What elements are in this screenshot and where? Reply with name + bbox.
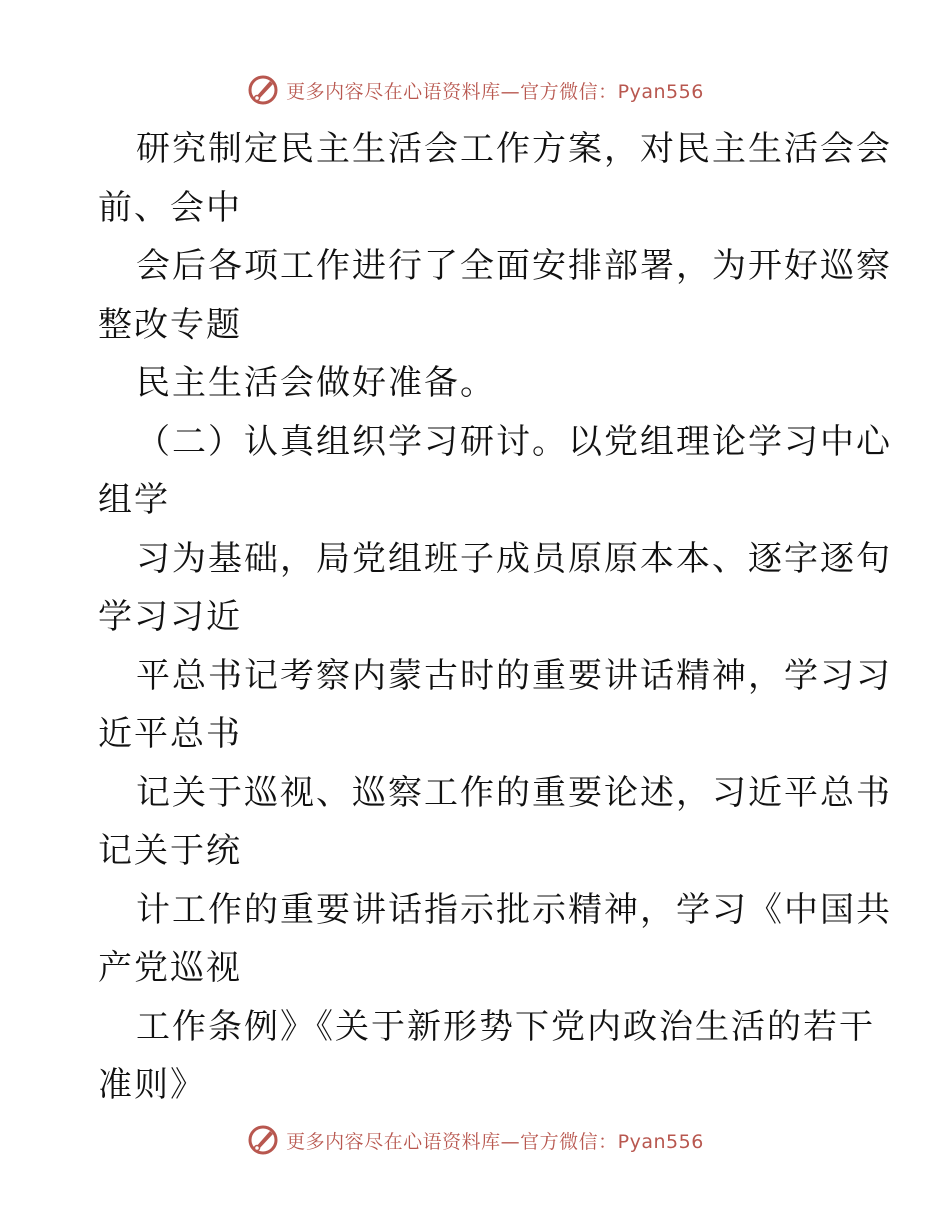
quill-logo-icon bbox=[246, 1123, 280, 1157]
header-watermark bbox=[0, 70, 950, 110]
text-line: 产党巡视 bbox=[98, 948, 242, 988]
quill-logo-icon bbox=[246, 73, 280, 107]
text-line: 平总书记考察内蒙古时的重要讲话精神，学习习 bbox=[136, 655, 892, 696]
text-line: 研究制定民主生活会工作方案，对民主生活会会 bbox=[136, 129, 892, 169]
text-line: 学习习近 bbox=[98, 597, 242, 637]
text-line: 前、会中 bbox=[98, 187, 242, 228]
text-line: 习为基础，局党组班子成员原原本本、逐字逐句 bbox=[136, 538, 892, 579]
footer-watermark-text: 更多内容尽在心语资料库—官方微信：Pyan556 bbox=[286, 1130, 704, 1153]
text-line: 会后各项工作进行了全面安排部署，为开好巡察 bbox=[136, 246, 892, 286]
footer-watermark bbox=[0, 1120, 950, 1160]
text-line: （二）认真组织学习研讨。以党组理论学习中心 bbox=[136, 421, 892, 462]
text-line: 准则》 bbox=[98, 1065, 206, 1105]
text-line: 工作条例》《关于新形势下党内政治生活的若干 bbox=[136, 1006, 875, 1047]
document-body bbox=[98, 120, 892, 1115]
text-line: 组学 bbox=[98, 480, 170, 520]
text-line: 计工作的重要讲话指示批示精神，学习《中国共 bbox=[136, 889, 892, 930]
header-watermark-text: 更多内容尽在心语资料库—官方微信：Pyan556 bbox=[286, 80, 704, 103]
text-line: 记关于统 bbox=[98, 831, 242, 871]
text-line: 民主生活会做好准备。 bbox=[136, 363, 496, 403]
text-line: 记关于巡视、巡察工作的重要论述，习近平总书 bbox=[136, 772, 892, 813]
text-line: 近平总书 bbox=[98, 714, 242, 754]
text-line: 整改专题 bbox=[98, 304, 242, 345]
